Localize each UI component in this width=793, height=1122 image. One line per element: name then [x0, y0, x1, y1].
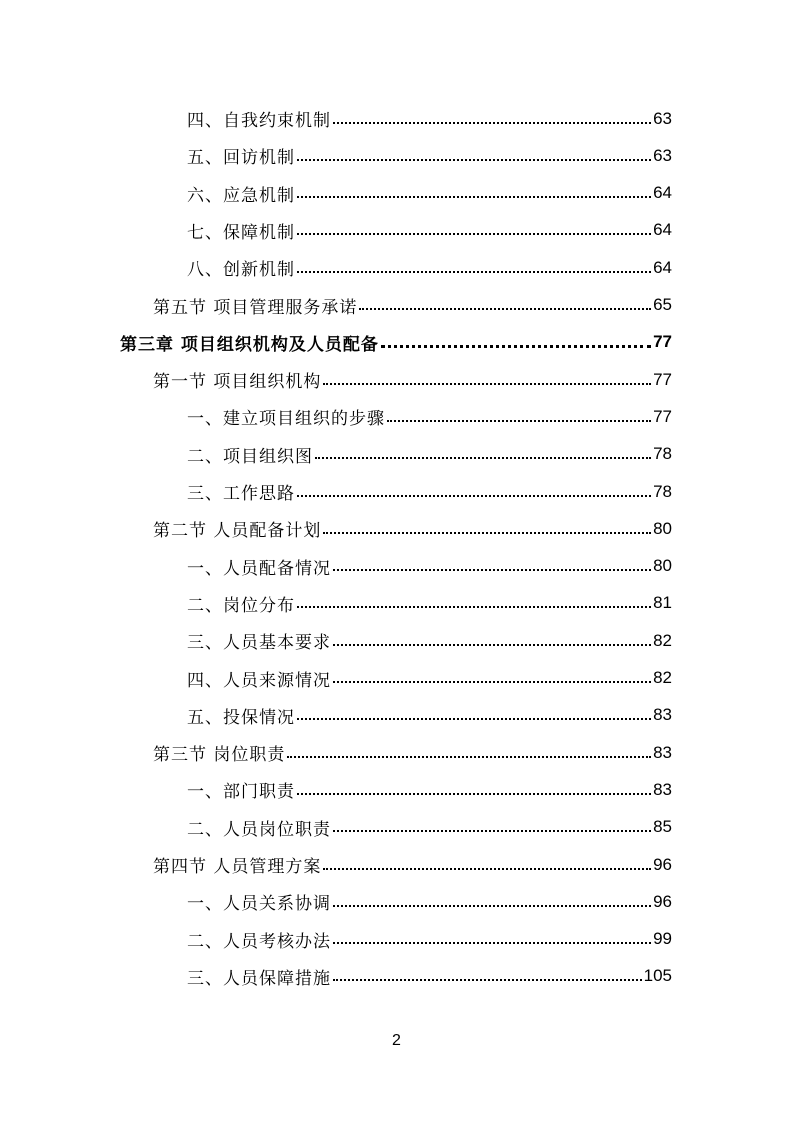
toc-entry-item[interactable]	[187, 660, 672, 697]
toc-entry-title: 七、保障机制	[187, 222, 295, 243]
toc-entry-page-number: 83	[653, 779, 672, 799]
dot-leader	[297, 159, 651, 161]
toc-entry-item[interactable]	[187, 883, 672, 920]
toc-entry-page-number: 78	[653, 481, 672, 501]
toc-entry-title: 二、人员考核办法	[187, 931, 331, 952]
dot-leader	[333, 644, 651, 646]
toc-entry-chapter[interactable]	[120, 324, 672, 361]
toc-entry-title: 第三章 项目组织机构及人员配备	[120, 334, 379, 355]
toc-entry-title: 三、工作思路	[187, 484, 295, 504]
dot-leader	[333, 569, 651, 571]
toc-entry-page-number: 78	[653, 444, 672, 464]
dot-leader	[333, 122, 651, 124]
dot-leader	[297, 606, 651, 608]
toc-entry-item[interactable]	[187, 771, 672, 808]
dot-leader	[333, 830, 651, 832]
toc-entry-section[interactable]	[153, 846, 672, 883]
toc-entry-title: 第四节 人员管理方案	[153, 857, 322, 877]
dot-leader	[297, 495, 651, 497]
toc-entry-title: 四、人员来源情况	[187, 670, 331, 691]
toc-entry-section[interactable]	[153, 361, 672, 398]
dot-leader	[297, 196, 651, 198]
toc-entry-item[interactable]	[187, 100, 672, 137]
dot-leader	[381, 345, 651, 348]
toc-entry-page-number: 96	[653, 854, 672, 874]
toc-entry-title: 一、部门职责	[187, 782, 295, 803]
dot-leader	[359, 308, 651, 310]
toc-entry-page-number: 63	[653, 145, 672, 165]
toc-entry-item[interactable]	[187, 585, 672, 622]
dot-leader	[323, 868, 651, 870]
toc-entry-item[interactable]	[187, 697, 672, 734]
toc-entry-item[interactable]	[187, 921, 672, 958]
toc-entry-page-number: 96	[653, 891, 672, 911]
page-number: 2	[392, 1032, 401, 1049]
toc-entry-section[interactable]	[153, 287, 672, 324]
toc-entry-page-number: 85	[653, 817, 672, 837]
toc-entry-page-number: 80	[653, 556, 672, 576]
toc-entry-title: 三、人员保障措施	[187, 968, 331, 989]
toc-entry-item[interactable]	[187, 249, 672, 286]
dot-leader	[323, 383, 651, 385]
dot-leader	[297, 233, 651, 235]
toc-entry-title: 一、建立项目组织的步骤	[187, 409, 385, 430]
dot-leader	[333, 979, 642, 981]
dot-leader	[297, 271, 651, 273]
toc-entry-item[interactable]	[187, 175, 672, 212]
toc-entry-page-number: 83	[653, 742, 672, 762]
toc-entry-item[interactable]	[187, 137, 672, 174]
toc-entry-page-number: 65	[653, 295, 672, 314]
toc-entry-page-number: 63	[653, 108, 672, 128]
toc-entry-item[interactable]	[187, 473, 672, 510]
toc-entry-page-number: 64	[653, 220, 672, 240]
toc-entry-title: 第三节 岗位职责	[153, 745, 286, 766]
dot-leader	[323, 532, 651, 534]
dot-leader	[387, 420, 651, 422]
dot-leader	[297, 793, 651, 795]
toc-entry-title: 第二节 人员配备计划	[153, 521, 322, 542]
toc-entry-item[interactable]	[187, 809, 672, 846]
toc-entry-page-number: 77	[653, 369, 672, 389]
toc-entry-page-number: 77	[653, 332, 672, 352]
toc-entry-title: 六、应急机制	[187, 185, 295, 206]
toc-entry-title: 四、自我约束机制	[187, 111, 331, 131]
toc-entry-title: 二、岗位分布	[187, 595, 295, 616]
dot-leader	[287, 756, 651, 758]
toc-entry-page-number: 99	[653, 929, 672, 949]
toc-entry-section[interactable]	[153, 734, 672, 771]
toc-entry-page-number: 64	[653, 257, 672, 277]
toc-entry-page-number: 82	[653, 668, 672, 687]
toc-entry-item[interactable]	[187, 958, 672, 995]
toc-entry-title: 二、人员岗位职责	[187, 819, 331, 840]
toc-entry-title: 二、项目组织图	[187, 446, 313, 467]
toc-entry-item[interactable]	[187, 212, 672, 249]
toc-entry-page-number: 64	[653, 183, 672, 203]
toc-entry-title: 一、人员配备情况	[187, 558, 331, 579]
toc-entry-item[interactable]	[187, 548, 672, 585]
toc-entry-item[interactable]	[187, 398, 672, 435]
toc-entry-title: 五、投保情况	[187, 707, 295, 728]
toc-entry-item[interactable]	[187, 622, 672, 659]
toc-entry-page-number: 81	[653, 593, 672, 613]
toc-entry-title: 一、人员关系协调	[187, 894, 331, 915]
toc-entry-page-number: 80	[653, 518, 672, 538]
toc-entry-item[interactable]	[187, 436, 672, 473]
toc-entry-page-number: 105	[643, 966, 672, 986]
toc-entry-title: 八、创新机制	[187, 260, 295, 281]
dot-leader	[333, 905, 651, 907]
dot-leader	[315, 457, 651, 459]
toc-entry-title: 第一节 项目组织机构	[153, 372, 322, 393]
dot-leader	[297, 718, 651, 720]
toc-entry-title: 五、回访机制	[187, 148, 295, 169]
toc-entry-page-number: 83	[653, 705, 672, 725]
dot-leader	[333, 942, 651, 944]
toc-entry-section[interactable]	[153, 510, 672, 547]
toc-entry-title: 第五节 项目管理服务承诺	[153, 297, 358, 318]
dot-leader	[333, 681, 651, 683]
toc-entry-page-number: 82	[653, 630, 672, 650]
toc-entry-title: 三、人员基本要求	[187, 633, 331, 654]
toc-entry-page-number: 77	[653, 406, 672, 426]
